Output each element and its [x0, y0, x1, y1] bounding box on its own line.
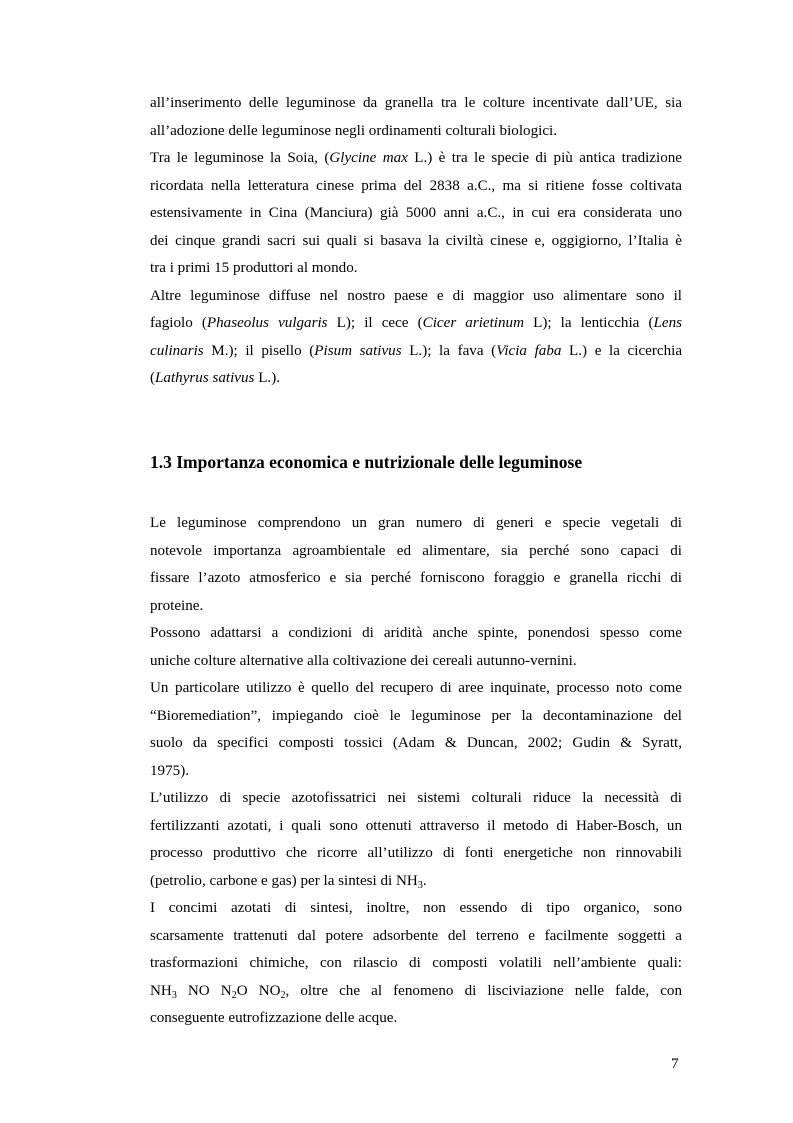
para6-line2: “Bioremediation”, impiegando cioè le leguminose per la decontaminazione del [150, 707, 682, 724]
para8-line1: I concimi azotati di sintesi, inoltre, non essendo di tipo organico, sono [150, 900, 682, 916]
body-text-bottom [150, 510, 682, 1033]
para4-line3: fissare l’azoto atmosferico e sia perché forniscono foraggio e granella ricchi di [150, 570, 682, 586]
para2-line4: dei cinque grandi sacri sui quali si basava la civiltà cinese e, oggigiorno, l’Italia è [150, 232, 682, 249]
para8-line2: scarsamente trattenuti dal potere adsorbente del terreno e facilmente soggetti a [150, 927, 682, 944]
para3-line4: (Lathyrus sativus L.). [150, 370, 280, 386]
para4-line2: notevole importanza agroambientale ed alimentare, sia perché sono capaci di [150, 542, 682, 559]
para3-line1: Altre leguminose diffuse nel nostro paese e di maggior uso alimentare sono il [150, 287, 682, 304]
para6-line4: 1975). [150, 762, 189, 779]
para8-line3: trasformazioni chimiche, con rilascio di composti volatili nell’ambiente quali: [150, 955, 682, 971]
para1-line2: all’adozione delle leguminose negli ordinamenti colturali biologici. [150, 122, 557, 139]
para8-line4: $NH_3$ NO $N_2O$ $NO_2$, oltre che al fenomeno di lisciviazione nelle falde, con [150, 982, 683, 1001]
para4-line1: Le leguminose comprendono un gran numero di generi e specie vegetali di [150, 515, 682, 531]
para7-line1: L’utilizzo di specie azotofissatrici nei sistemi colturali riduce la necessità di [150, 790, 682, 806]
para3-line3: culinaris M.); il pisello (Pisum sativus L.); la fava (Vicia faba L.) e la cicerchia [150, 342, 683, 359]
body-text-top [150, 90, 682, 393]
para6-line3: suolo da specifici composti tossici (Adam & Duncan, 2002; Gudin & Syratt, [150, 735, 682, 751]
para6-line1: Un particolare utilizzo è quello del recupero di aree inquinate, processo noto come [150, 680, 682, 696]
section-heading: 1.3 Importanza economica e nutrizionale delle leguminose [150, 452, 583, 472]
para2-line5: tra i primi 15 produttori al mondo. [150, 260, 358, 276]
para7-line4: (petrolio, carbone e gas) per la sintesi di $NH_3$. [150, 872, 427, 891]
para2-line2: ricordata nella letteratura cinese prima del 2838 a.C., ma si ritiene fosse coltivata [150, 177, 682, 194]
para2-line1: Tra le leguminose la Soia, (Glycine max L.) è tra le specie di più antica tradizione [150, 150, 682, 166]
para1-line1: all’inserimento delle leguminose da granella tra le colture incentivate dall’UE, sia [150, 95, 682, 111]
para5-line1: Possono adattarsi a condizioni di aridità anche spinte, ponendosi spesso come [150, 625, 682, 641]
para4-line4: proteine. [150, 597, 204, 614]
para7-line3: processo produttivo che ricorre all’utilizzo di fonti energetiche non rinnovabili [150, 845, 682, 861]
para7-line2: fertilizzanti azotati, i quali sono ottenuti attraverso il metodo di Haber-Bosch, un [150, 817, 682, 834]
para8-line5: conseguente eutrofizzazione delle acque. [150, 1010, 398, 1026]
para2-line3: estensivamente in Cina (Manciura) già 5000 anni a.C., in cui era considerata uno [150, 205, 682, 221]
page-number: 7 [671, 1056, 679, 1072]
para5-line2: uniche colture alternative alla coltivazione dei cereali autunno-vernini. [150, 652, 577, 669]
para3-line2: fagiolo (Phaseolus vulgaris L); il cece (Cicer arietinum L); la lenticchia (Lens [150, 315, 682, 331]
